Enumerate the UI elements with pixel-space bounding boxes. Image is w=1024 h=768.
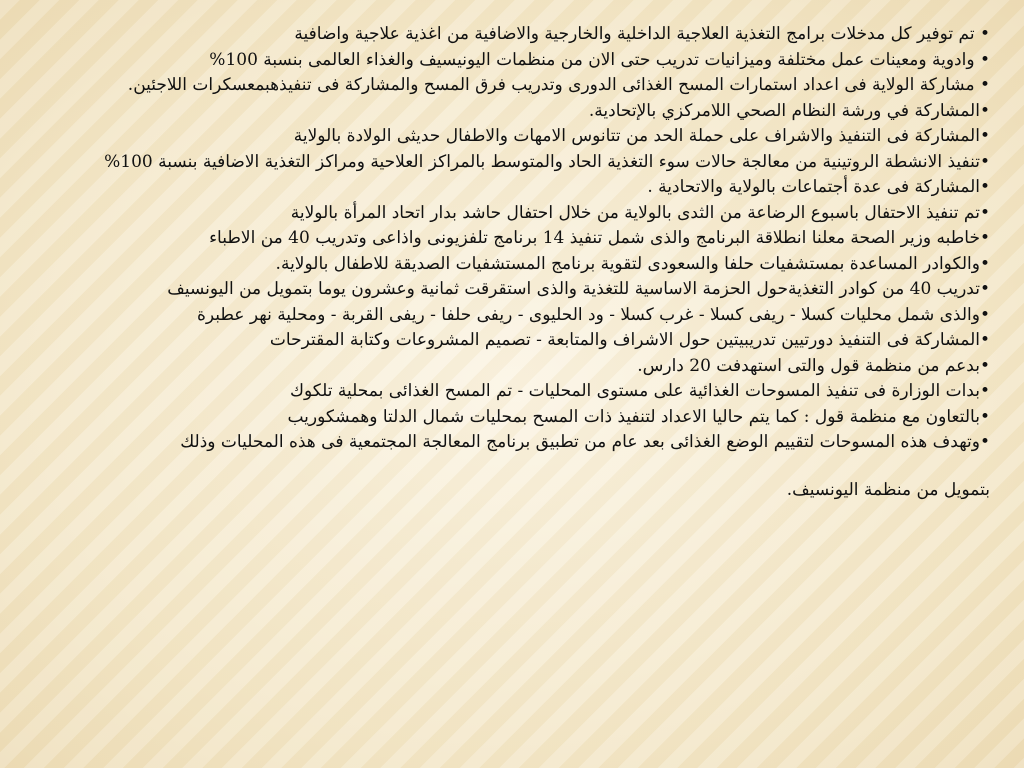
bullet-paragraph: •تنفيذ الانشطة الروتينية من معالجة حالات سوء التغذية الحاد والمتوسط بالمراكز العلاحية ومراكز التغذية الاضافية بنسبة 100%	[104, 151, 990, 172]
bullet-paragraph: •المشاركة فى عدة أجتماعات بالولاية والاتحادية .	[647, 177, 990, 197]
bullet-paragraph: • تم توفير كل مدخلات برامج التغذية العلاجية الداخلية والخارجية والاضافية من اغذية علاجية واضافية	[294, 24, 990, 44]
bullet-paragraph: •تم تنفيذ الاحتفال باسبوع الرضاعة من الثدى بالولاية من خلال احتفال حاشد بدار اتحاد المرأة بالولاية	[290, 202, 990, 223]
bullet-paragraph: •بالتعاون مع منظمة قول : كما يتم حاليا الاعداد لتنفيذ ذات المسح بمحليات شمال الدلتا وهمشكوريب	[287, 406, 990, 427]
bullet-paragraph: •المشاركة فى التنفيذ والاشراف على حملة الحد من تتانوس الامهات والاطفال حديثى الولادة بالولاية	[293, 126, 990, 146]
bullet-paragraph: • وادوية ومعينات عمل مختلفة وميزانيات تدريب حتى الان من منظمات اليونيسيف والغذاء العالمى بنسبة 100%	[209, 49, 990, 70]
bullet-paragraph: •بدات الوزارة فى تنفيذ المسوحات الغذائية على مستوى المحليات - تم المسح الغذائى بمحلية تلكوك	[289, 381, 990, 401]
bullet-paragraph: •بدعم من منظمة قول والتى استهدفت 20 دارس.	[637, 355, 990, 376]
bullet-paragraph: •المشاركة فى التنفيذ دورتيين تدريبيتين حول الاشراف والمتابعة - تصميم المشروعات وكتابة المقترحات	[269, 330, 990, 350]
bullet-paragraph: •والذى شمل محليات كسلا - ريفى كسلا - غرب كسلا - ود الحليوى - ريفى حلفا - ريفى القربة - ومحلية نهر عطبرة	[196, 304, 990, 325]
bullet-paragraph: •المشاركة في ورشة النظام الصحي اللامركزي بالإتحادية.	[588, 100, 990, 121]
bullet-paragraph: •وتهدف هذه المسوحات لتقييم الوضع الغذائى بعد عام من تطبيق برنامج المعالجة المجتمعية فى هذه المحليات وذلك	[180, 432, 990, 452]
slide-text-body	[40, 22, 990, 503]
bullet-paragraph: • مشاركة الولاية فى اعداد استمارات المسح الغذائى الدورى وتدريب فرق المسح والمشاركة فى تنفيذهبمعسكرات اللاجئين.	[127, 75, 990, 95]
bullet-paragraph: •تدريب 40 من كوادر التغذيةحول الحزمة الاساسية للتغذية والذى استقرقت ثمانية وعشرون يوما بتمويل من اليونسيف	[167, 279, 990, 299]
closing-paragraph: بتمويل من منظمة اليونسيف.	[786, 479, 990, 500]
bullet-paragraph: •والكوادر المساعدة بمستشفيات حلفا والسعودى لتقوية برنامج المستشفيات الصديقة للاطفال بالولاية.	[275, 253, 990, 274]
bullet-paragraph: •خاطبه وزير الصحة معلنا انطلاقة البرنامج والذى شمل تنفيذ 14 برنامج تلفزيونى واذاعى وتدريب 40 من الاطباء	[209, 228, 990, 248]
